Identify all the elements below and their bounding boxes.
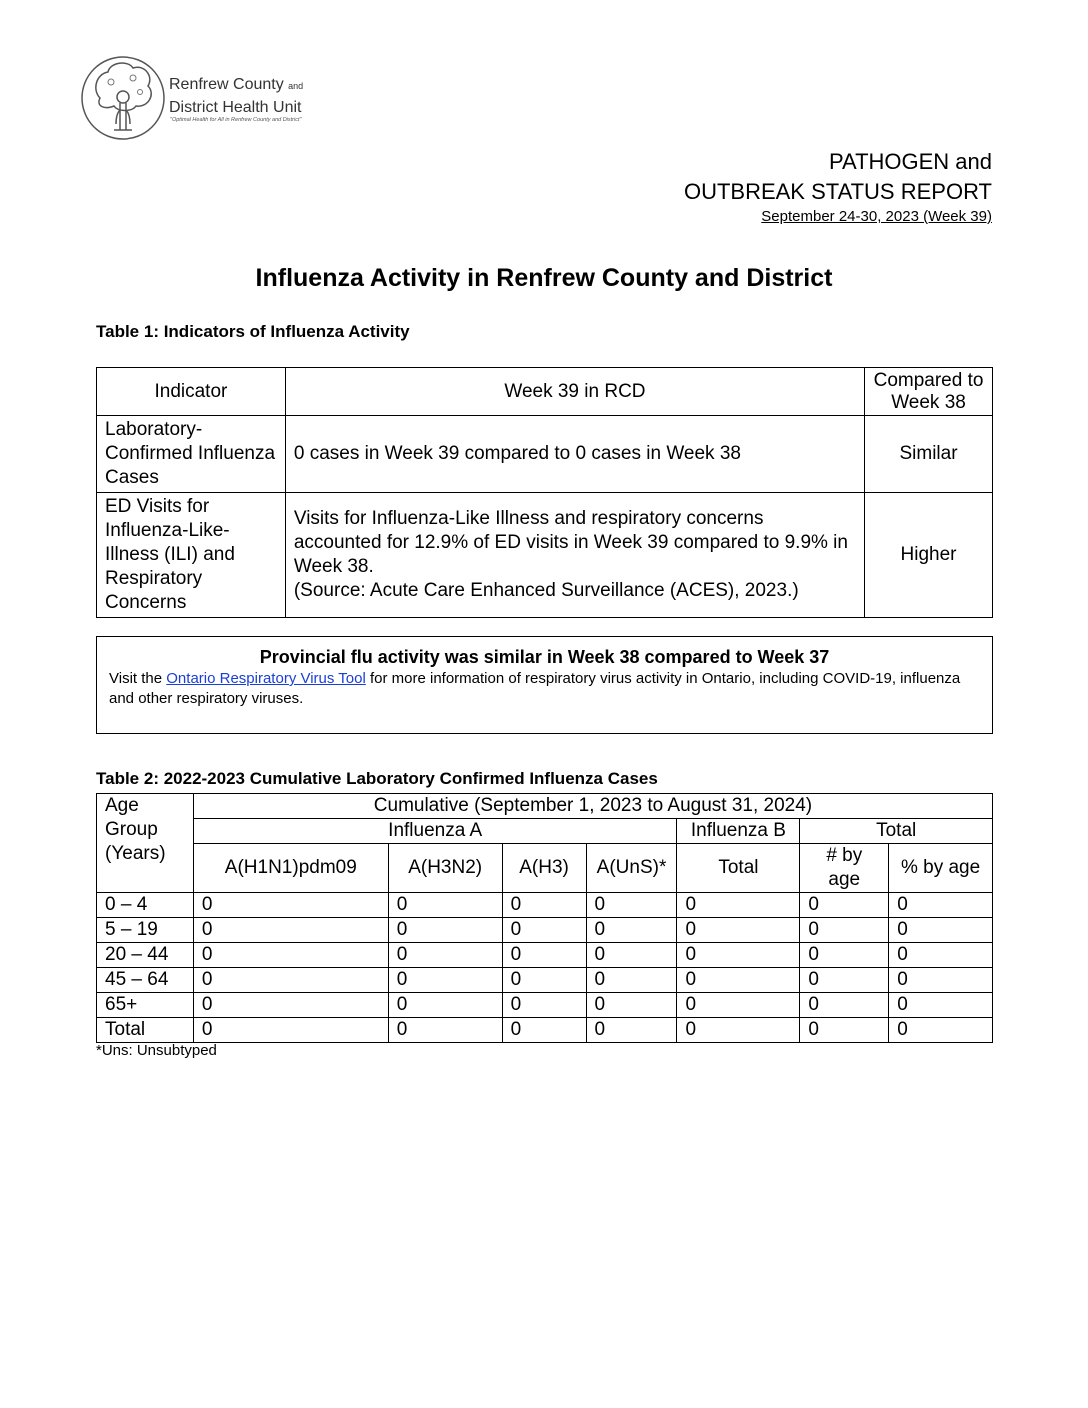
cumulative-cases-table <box>96 793 993 1043</box>
case-count-cell: 0 <box>677 943 800 968</box>
case-count-cell: 0 <box>502 1018 586 1043</box>
case-count-cell: 0 <box>586 918 677 943</box>
provincial-heading: Provincial flu activity was similar in Week 38 compared to Week 37 <box>259 647 830 667</box>
case-count-cell: 0 <box>800 1018 889 1043</box>
case-count-cell: 0 <box>889 993 993 1018</box>
case-count-cell: 0 <box>677 993 800 1018</box>
age-group-cell: 20 – 44 <box>97 943 194 968</box>
case-count-cell: 0 <box>677 918 800 943</box>
table-row <box>97 893 993 918</box>
column-header: % by age <box>889 844 993 893</box>
case-count-cell: 0 <box>800 893 889 918</box>
table-row <box>97 493 993 618</box>
comparison-cell: Similar <box>865 416 993 493</box>
table2-caption: Table 2: 2022-2023 Cumulative Laboratory Confirmed Influenza Cases <box>96 769 658 788</box>
case-count-cell: 0 <box>502 993 586 1018</box>
column-header: A(H3) <box>502 844 586 893</box>
case-count-cell: 0 <box>388 893 502 918</box>
table-row <box>97 968 993 993</box>
case-count-cell: 0 <box>586 1018 677 1043</box>
table-header-row <box>97 368 993 416</box>
report-title-line1: PATHOGEN and <box>828 149 992 174</box>
case-count-cell: 0 <box>889 1018 993 1043</box>
column-header: A(H3N2) <box>388 844 502 893</box>
logo-name-line1: Renfrew County <box>169 76 284 93</box>
comparison-cell: Higher <box>865 493 993 618</box>
logo-wordmark <box>169 74 303 118</box>
provincial-text <box>97 669 992 709</box>
detail-cell <box>285 493 864 618</box>
case-count-cell: 0 <box>502 968 586 993</box>
case-count-cell: 0 <box>388 918 502 943</box>
logo-name-and: and <box>288 81 304 91</box>
case-count-cell: 0 <box>677 968 800 993</box>
case-count-cell: 0 <box>677 1018 800 1043</box>
column-header: # by age <box>800 844 889 893</box>
age-group-cell: 5 – 19 <box>97 918 194 943</box>
column-header: Week 39 in RCD <box>285 368 864 416</box>
source-text: (Source: Acute Care Enhanced Surveillance (ACES), 2023.) <box>293 580 799 601</box>
cumulative-header: Cumulative (September 1, 2023 to August 31, 2024) <box>193 794 992 819</box>
case-count-cell: 0 <box>388 1018 502 1043</box>
influenza-b-header: Influenza B <box>677 819 800 844</box>
logo-name-line2: District Health Unit <box>169 99 302 116</box>
case-count-cell: 0 <box>586 968 677 993</box>
detail-text: Visits for Influenza-Like Illness and respiratory concerns accounted for 12.9% of ED visits in Week 39 compared to 9.9% in Week 38. <box>293 508 848 577</box>
case-count-cell: 0 <box>800 943 889 968</box>
table2-footnote: *Uns: Unsubtyped <box>96 1042 217 1059</box>
column-header: Total <box>677 844 800 893</box>
table-header-row <box>97 844 993 893</box>
age-group-cell: 45 – 64 <box>97 968 194 993</box>
ontario-respiratory-virus-tool-link[interactable]: Ontario Respiratory Virus Tool <box>166 670 366 687</box>
report-heading <box>684 147 992 227</box>
table-header-row <box>97 819 993 844</box>
report-title-line2: OUTBREAK STATUS REPORT <box>683 179 992 204</box>
table-row <box>97 943 993 968</box>
case-count-cell: 0 <box>388 968 502 993</box>
table-row <box>97 918 993 943</box>
case-count-cell: 0 <box>677 893 800 918</box>
detail-cell: 0 cases in Week 39 compared to 0 cases in Week 38 <box>285 416 864 493</box>
age-group-cell: 0 – 4 <box>97 893 194 918</box>
case-count-cell: 0 <box>193 943 388 968</box>
case-count-cell: 0 <box>889 893 993 918</box>
age-group-header: Age Group (Years) <box>97 794 194 893</box>
indicator-cell: Laboratory-Confirmed Influenza Cases <box>97 416 286 493</box>
case-count-cell: 0 <box>586 993 677 1018</box>
table-header-row <box>97 794 993 819</box>
case-count-cell: 0 <box>800 918 889 943</box>
case-count-cell: 0 <box>502 943 586 968</box>
case-count-cell: 0 <box>889 968 993 993</box>
case-count-cell: 0 <box>193 918 388 943</box>
health-unit-logo <box>78 50 358 145</box>
influenza-indicators-table <box>96 367 993 618</box>
case-count-cell: 0 <box>502 893 586 918</box>
report-date: September 24-30, 2023 (Week 39) <box>761 208 992 225</box>
logo-tagline: "Optimal Health for All in Renfrew County and District" <box>170 117 302 123</box>
column-header: A(UnS)* <box>586 844 677 893</box>
table1-caption: Table 1: Indicators of Influenza Activity <box>96 322 410 341</box>
case-count-cell: 0 <box>889 943 993 968</box>
column-header: Indicator <box>97 368 286 416</box>
table-row <box>97 993 993 1018</box>
case-count-cell: 0 <box>193 893 388 918</box>
table-row <box>97 416 993 493</box>
provincial-activity-box <box>96 636 993 734</box>
case-count-cell: 0 <box>502 918 586 943</box>
case-count-cell: 0 <box>193 993 388 1018</box>
case-count-cell: 0 <box>388 943 502 968</box>
case-count-cell: 0 <box>800 968 889 993</box>
case-count-cell: 0 <box>193 1018 388 1043</box>
age-group-cell: Total <box>97 1018 194 1043</box>
tree-logo-icon <box>78 50 168 145</box>
column-header: A(H1N1)pdm09 <box>193 844 388 893</box>
indicator-cell: ED Visits for Influenza-Like-Illness (ILI) and Respiratory Concerns <box>97 493 286 618</box>
age-group-cell: 65+ <box>97 993 194 1018</box>
case-count-cell: 0 <box>889 918 993 943</box>
case-count-cell: 0 <box>586 943 677 968</box>
case-count-cell: 0 <box>586 893 677 918</box>
column-header: Compared to Week 38 <box>865 368 993 416</box>
case-count-cell: 0 <box>388 993 502 1018</box>
page-title: Influenza Activity in Renfrew County and District <box>255 264 833 292</box>
provincial-text-before: Visit the <box>109 670 167 687</box>
case-count-cell: 0 <box>800 993 889 1018</box>
influenza-a-header: Influenza A <box>193 819 677 844</box>
table-row <box>97 1018 993 1043</box>
provincial-text-after: for more information of respiratory virus activity in Ontario, including COVID-19, influenza and other respiratory viruses. <box>109 670 961 707</box>
total-group-header: Total <box>800 819 993 844</box>
case-count-cell: 0 <box>193 968 388 993</box>
